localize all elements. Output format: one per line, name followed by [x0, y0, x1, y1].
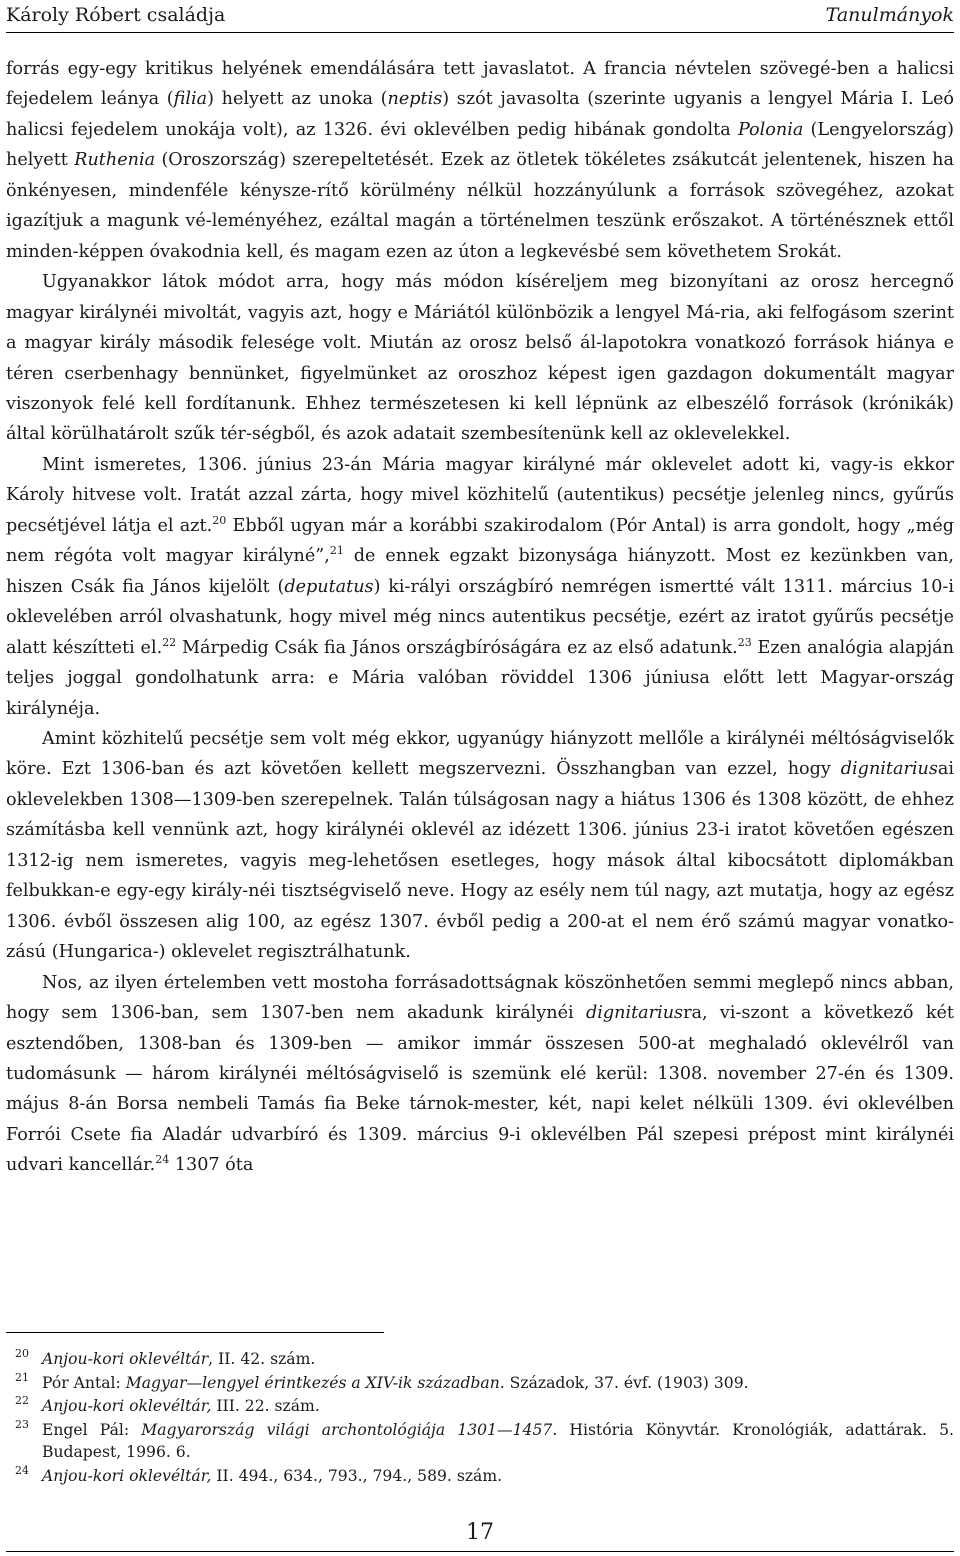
- footnote-number: 22: [15, 1394, 29, 1408]
- footnote-divider: [6, 1332, 384, 1333]
- text-run: . História Könyvtár. Kronológiák, adattárak. 5. Budapest, 1996. 6.: [42, 1420, 954, 1462]
- footnotes: [6, 1348, 954, 1489]
- italic-text: filia: [173, 89, 208, 110]
- paragraph: [6, 724, 954, 968]
- text-run: Nos, az ilyen értelemben vett mostoha forrásadottságnak köszönhetően semmi meglepő nincs abban, hogy sem 1306-ban, sem 1307-ben nem akadunk királynéi: [6, 972, 954, 1024]
- text-run: Márpedig Csák fia János országbíróságára ez az első adatunk.: [176, 637, 738, 658]
- header-divider: [6, 32, 954, 33]
- paragraph: [6, 968, 954, 1181]
- italic-text: Ruthenia: [74, 150, 156, 171]
- italic-text: Anjou-kori oklevéltár,: [42, 1397, 212, 1416]
- footnote-number: 21: [15, 1370, 29, 1384]
- text-run: ) helyett az unoka (: [207, 89, 388, 110]
- footnote-number: 24: [15, 1463, 29, 1477]
- paragraph: [6, 450, 954, 724]
- text-run: ) ki-rályi országbíró nemrégen ismertté vált 1311. március 10-i oklevelében arról olvashatunk, hogy mivel még nincs autentikus pecsétje, ezért az iratot gyűrűs pecsétje alatt készítteti el.: [6, 576, 955, 658]
- text-run: forrás egy-egy kritikus helyének emendálására tett javaslatot. A francia névtelen szövegé-ben a halicsi fejedelem leánya (: [6, 59, 954, 110]
- text-run: Amint közhitelű pecsétje sem volt még ekkor, ugyanúgy hiányzott mellőle a királynéi méltóságviselők köre. Ezt 1306-ban és azt követően kellett megszervezni. Összhangban van ezzel, hogy: [6, 728, 954, 780]
- text-run: . Századok, 37. évf. (1903) 309.: [499, 1373, 749, 1392]
- italic-text: Magyarország világi archontológiája 1301—1457: [141, 1420, 553, 1439]
- italic-text: Polonia: [737, 119, 804, 140]
- text-run: de ennek egzakt bizonysága hiányzott. Most ez kezünkben van, hiszen Csák fia János kijelölt (: [6, 546, 954, 597]
- text-run: Mint ismeretes, 1306. június 23-án Mária magyar királyné már oklevelet adott ki, vagy-is ekkor Károly hitvese volt. Iratát azzal zárta, hogy mivel közhitelű (autentikus) pecsétje jelenleg nincs, gyűrűs pecsétjével látja el azt.: [6, 454, 954, 536]
- footnote-ref: 24: [155, 1153, 170, 1167]
- body-text: [6, 54, 954, 1181]
- italic-text: neptis: [387, 89, 443, 110]
- text-run: , II. 42. szám.: [208, 1350, 316, 1368]
- text-run: III. 22. szám.: [211, 1397, 320, 1416]
- paragraph: [6, 267, 954, 450]
- text-run: Engel Pál:: [42, 1420, 142, 1439]
- paragraph: [6, 54, 954, 267]
- italic-text: Magyar—lengyel érintkezés a XIV-ik században: [125, 1373, 500, 1392]
- text-run: Ebből ugyan már a korábbi szakirodalom (Pór Antal) is arra gondolt, hogy „még nem régóta volt magyar királyné”,: [6, 515, 954, 567]
- text-run: II. 494., 634., 793., 794., 589. szám.: [211, 1466, 503, 1485]
- text-run: (Lengyelország) helyett: [6, 119, 955, 171]
- footnote-ref: 22: [162, 635, 177, 649]
- footnote: [6, 1419, 954, 1464]
- running-head: [6, 4, 954, 30]
- footnote: [6, 1395, 954, 1418]
- text-run: ) szót javasolta (szerinte ugyanis a lengyel Mária I. Leó halicsi fejedelem unokája volt), az 1326. évi oklevélben pedig hibának gondolta: [6, 89, 954, 140]
- text-run: (Oroszország) szerepeltetését. Ezek az ötletek tökéletes zsákutcát jelentenek, hiszen ha önkényesen, mindenféle kénysze-rítő körülmény nélkül hozzányúlunk a források szövegéhez, azokat igazítjuk a magunk vé-leményéhez, ezáltal magán a történelmen teszünk erőszakot. A történésznek ettől minden-képpen óvakodnia kell, és magam ezen az úton a legkevésbé sem követhetem Srokát.: [6, 150, 954, 262]
- text-run: 1307 óta: [169, 1155, 254, 1176]
- italic-text: dignitarius: [586, 1003, 684, 1024]
- text-run: Ezen analógia alapján teljes joggal gondolhatunk arra: e Mária valóban röviddel 1306 júniusa előtt lett Magyar-ország királynéja.: [6, 637, 954, 719]
- running-head-right: Tanulmányok: [825, 4, 954, 26]
- bottom-divider: [6, 1551, 954, 1552]
- footnote: [6, 1348, 954, 1371]
- footnote-ref: 23: [737, 635, 752, 649]
- italic-text: deputatus: [284, 576, 374, 597]
- footnote: [6, 1372, 954, 1395]
- footnote-number: 23: [15, 1417, 29, 1431]
- text-run: ra, vi-szont a következő két esztendőben, 1308-ban és 1309-ben — amikor immár összesen 500-at meghaladó oklevélről van tudomásunk — három királynéi méltóságviselő is szemünk elé kerül: 1308. november 27-én és 1309. május 8-án Borsa nembeli Tamás fia Beke tárnok-mester, két, napi kelet nélküli 1309. évi oklevélben Forrói Csete fia Aladár udvarbíró és 1309. március 9-i oklevélben Pál szepesi prépost mint királynéi udvari kancellár.: [6, 1003, 954, 1176]
- footnote-number: 20: [15, 1347, 29, 1360]
- footnote-ref: 21: [329, 544, 344, 558]
- footnote: [6, 1465, 954, 1488]
- italic-text: dignitarius: [840, 759, 938, 780]
- footnote-ref: 20: [212, 513, 227, 527]
- italic-text: Anjou-kori oklevéltár: [42, 1350, 209, 1368]
- italic-text: Anjou-kori oklevéltár,: [42, 1466, 212, 1485]
- page-number: 17: [466, 1520, 494, 1545]
- text-run: Ugyanakkor látok módot arra, hogy más módon kíséreljem meg bizonyítani az orosz hercegnő magyar királynéi mivoltát, vagyis azt, hogy e Máriától különbözik a lengyel Má-ria, aki felfogásom szerint a magyar király második felesége volt. Miután az orosz belső ál-lapotokra vonatkozó források hiánya e téren cserbenhagy bennünket, figyelmünket az oroszhoz képest igen gazdagon dokumentált magyar viszonyok felé kell fordítanunk. Ehhez természetesen ki kell lépnünk az elbeszélő források (krónikák) által körülhatárolt szűk tér-ségből, és azok adatait szembesítenünk kell az oklevelekkel.: [6, 272, 954, 445]
- text-run: ai oklevelekben 1308—1309-ben szerepelnek. Talán túlságosan nagy a hiátus 1306 és 1308 között, de ehhez számításba kell vennünk azt, hogy királynéi oklevél az idézett 1306. június 23-i iratot követően egészen 1312-ig nem ismeretes, vagyis meg-lehetősen esetleges, hogy mások által kibocsátott diplomákban felbukkan-e egy-egy király-néi tisztségviselő neve. Hogy az esély nem túl nagy, azt mutatja, hogy az egész 1306. évből összesen alig 100, az egész 1307. évből pedig a 200-at el nem érő számú magyar vonatko-zású (Hungarica-) oklevelet regisztrálhatunk.: [6, 759, 954, 963]
- running-head-left: Károly Róbert családja: [6, 4, 226, 26]
- text-run: Pór Antal:: [42, 1373, 126, 1392]
